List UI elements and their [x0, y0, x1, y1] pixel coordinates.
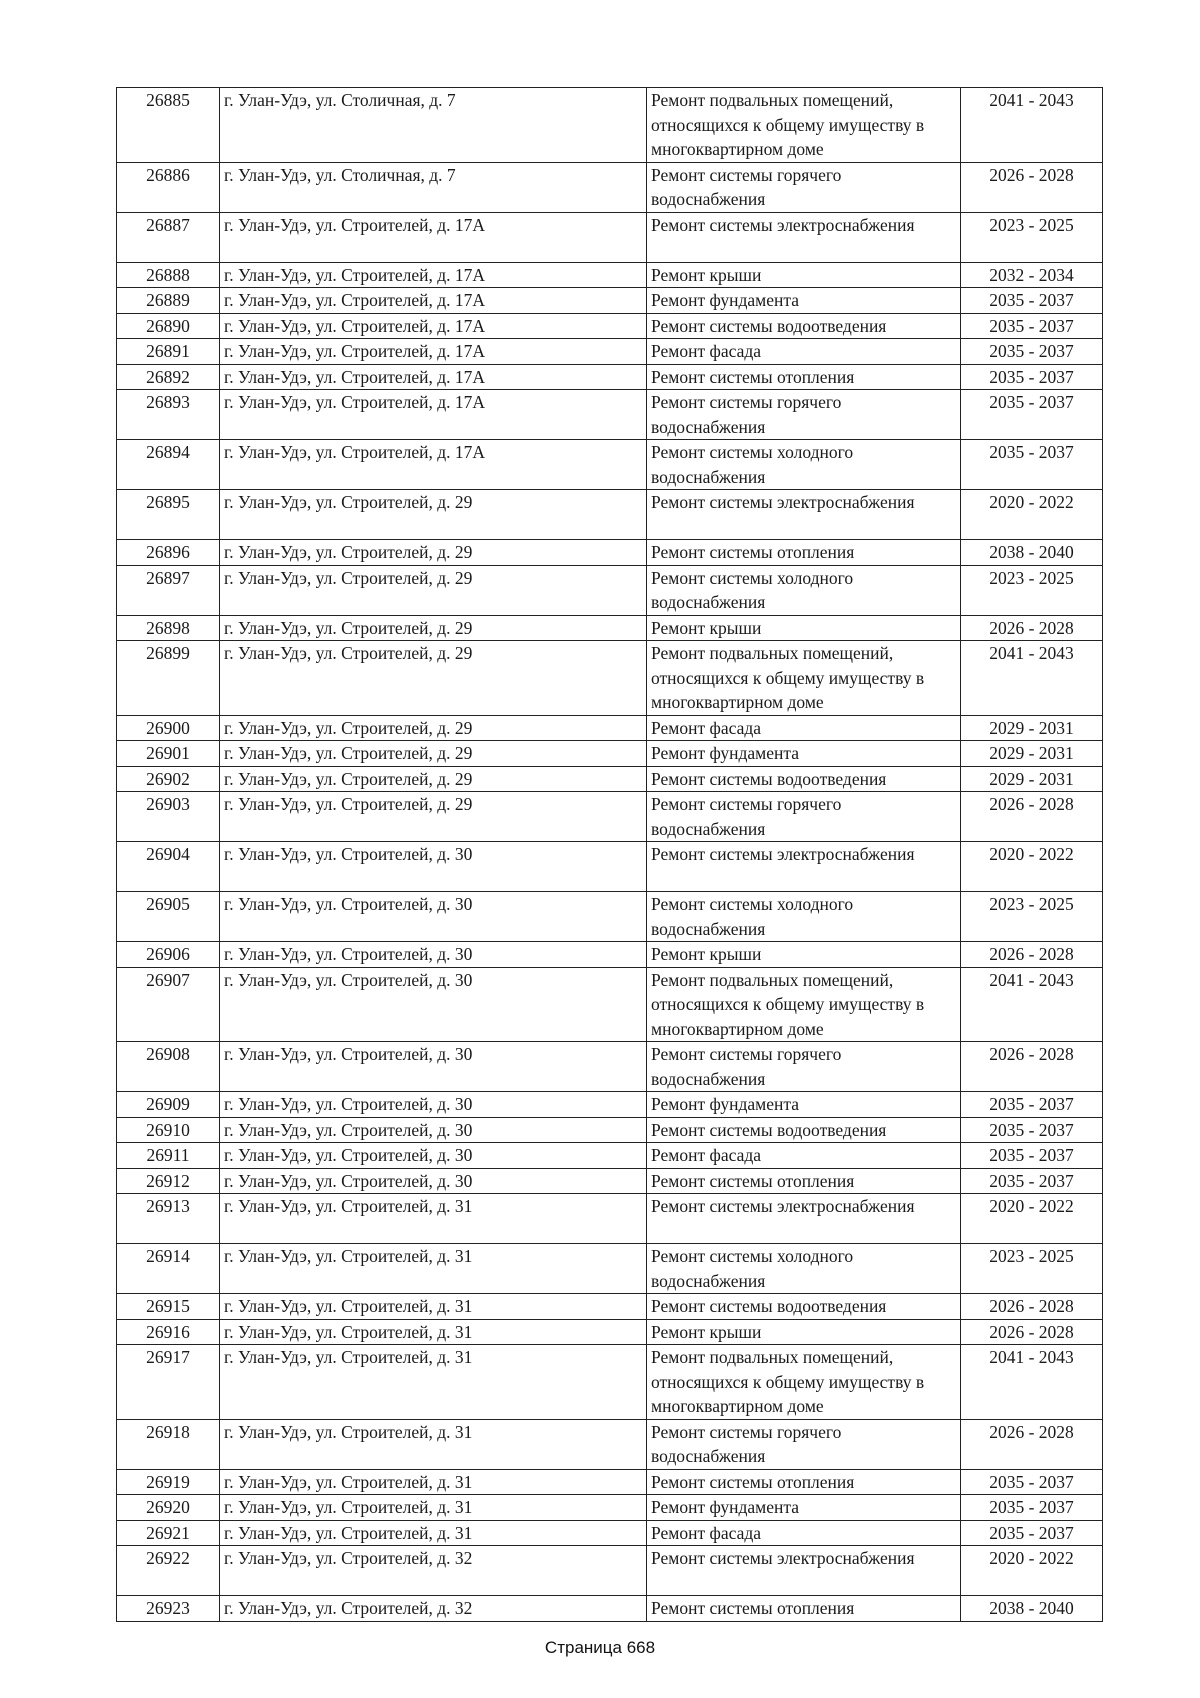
address-cell: г. Улан-Удэ, ул. Строителей, д. 30 [220, 1117, 647, 1143]
period-cell: 2026 - 2028 [961, 942, 1103, 968]
work-type-cell: Ремонт системы водоотведения [647, 313, 961, 339]
address-cell: г. Улан-Удэ, ул. Строителей, д. 17А [220, 212, 647, 262]
period-cell: 2023 - 2025 [961, 565, 1103, 615]
address-cell: г. Улан-Удэ, ул. Строителей, д. 29 [220, 741, 647, 767]
table-row [117, 1469, 1103, 1495]
table-row [117, 1546, 1103, 1596]
row-number-cell: 26908 [117, 1042, 220, 1092]
period-cell: 2020 - 2022 [961, 490, 1103, 540]
address-cell: г. Улан-Удэ, ул. Строителей, д. 30 [220, 942, 647, 968]
work-type-cell: Ремонт подвальных помещений, относящихся к общему имуществу в многоквартирном доме [647, 88, 961, 163]
period-cell: 2023 - 2025 [961, 892, 1103, 942]
row-number-cell: 26892 [117, 364, 220, 390]
period-cell: 2020 - 2022 [961, 1546, 1103, 1596]
period-cell: 2029 - 2031 [961, 715, 1103, 741]
row-number-cell: 26907 [117, 967, 220, 1042]
address-cell: г. Улан-Удэ, ул. Строителей, д. 30 [220, 1143, 647, 1169]
table-row [117, 364, 1103, 390]
address-cell: г. Улан-Удэ, ул. Строителей, д. 17А [220, 288, 647, 314]
row-number-cell: 26906 [117, 942, 220, 968]
table-row [117, 88, 1103, 163]
work-type-cell: Ремонт системы водоотведения [647, 766, 961, 792]
period-cell: 2029 - 2031 [961, 766, 1103, 792]
table-row [117, 288, 1103, 314]
work-type-cell: Ремонт системы отопления [647, 364, 961, 390]
row-number-cell: 26904 [117, 842, 220, 892]
table-row [117, 967, 1103, 1042]
table-row [117, 1168, 1103, 1194]
address-cell: г. Улан-Удэ, ул. Строителей, д. 29 [220, 766, 647, 792]
work-type-cell: Ремонт фундамента [647, 741, 961, 767]
table-row [117, 842, 1103, 892]
period-cell: 2035 - 2037 [961, 1520, 1103, 1546]
address-cell: г. Улан-Удэ, ул. Строителей, д. 31 [220, 1469, 647, 1495]
address-cell: г. Улан-Удэ, ул. Строителей, д. 31 [220, 1194, 647, 1244]
table-row [117, 1495, 1103, 1521]
row-number-cell: 26913 [117, 1194, 220, 1244]
table-row [117, 615, 1103, 641]
table-row [117, 162, 1103, 212]
row-number-cell: 26899 [117, 641, 220, 716]
row-number-cell: 26885 [117, 88, 220, 163]
address-cell: г. Улан-Удэ, ул. Строителей, д. 30 [220, 967, 647, 1042]
address-cell: г. Улан-Удэ, ул. Строителей, д. 29 [220, 540, 647, 566]
row-number-cell: 26891 [117, 339, 220, 365]
period-cell: 2023 - 2025 [961, 212, 1103, 262]
table-row [117, 1143, 1103, 1169]
work-type-cell: Ремонт системы холодного водоснабжения [647, 565, 961, 615]
work-type-cell: Ремонт фасада [647, 715, 961, 741]
table-row [117, 641, 1103, 716]
table-row [117, 565, 1103, 615]
row-number-cell: 26898 [117, 615, 220, 641]
period-cell: 2026 - 2028 [961, 1419, 1103, 1469]
address-cell: г. Улан-Удэ, ул. Столичная, д. 7 [220, 162, 647, 212]
work-type-cell: Ремонт системы отопления [647, 1469, 961, 1495]
work-type-cell: Ремонт системы водоотведения [647, 1117, 961, 1143]
table-row [117, 390, 1103, 440]
address-cell: г. Улан-Удэ, ул. Строителей, д. 29 [220, 490, 647, 540]
period-cell: 2035 - 2037 [961, 288, 1103, 314]
address-cell: г. Улан-Удэ, ул. Строителей, д. 31 [220, 1244, 647, 1294]
row-number-cell: 26909 [117, 1092, 220, 1118]
work-type-cell: Ремонт подвальных помещений, относящихся к общему имуществу в многоквартирном доме [647, 967, 961, 1042]
period-cell: 2035 - 2037 [961, 1143, 1103, 1169]
row-number-cell: 26923 [117, 1596, 220, 1622]
work-type-cell: Ремонт системы горячего водоснабжения [647, 1419, 961, 1469]
work-type-cell: Ремонт системы отопления [647, 1168, 961, 1194]
row-number-cell: 26912 [117, 1168, 220, 1194]
period-cell: 2041 - 2043 [961, 641, 1103, 716]
address-cell: г. Улан-Удэ, ул. Строителей, д. 29 [220, 565, 647, 615]
row-number-cell: 26921 [117, 1520, 220, 1546]
period-cell: 2041 - 2043 [961, 88, 1103, 163]
period-cell: 2035 - 2037 [961, 1168, 1103, 1194]
period-cell: 2035 - 2037 [961, 1092, 1103, 1118]
work-type-cell: Ремонт системы электроснабжения [647, 490, 961, 540]
period-cell: 2035 - 2037 [961, 1117, 1103, 1143]
work-type-cell: Ремонт системы горячего водоснабжения [647, 1042, 961, 1092]
page-number-footer: Страница 668 [544, 1638, 656, 1657]
period-cell: 2038 - 2040 [961, 540, 1103, 566]
row-number-cell: 26889 [117, 288, 220, 314]
table-row [117, 440, 1103, 490]
work-type-cell: Ремонт системы горячего водоснабжения [647, 792, 961, 842]
work-type-cell: Ремонт фасада [647, 1143, 961, 1169]
table-row [117, 1294, 1103, 1320]
table-row [117, 313, 1103, 339]
row-number-cell: 26893 [117, 390, 220, 440]
row-number-cell: 26902 [117, 766, 220, 792]
table-row [117, 1117, 1103, 1143]
address-cell: г. Улан-Удэ, ул. Строителей, д. 17А [220, 313, 647, 339]
row-number-cell: 26888 [117, 262, 220, 288]
work-type-cell: Ремонт крыши [647, 615, 961, 641]
row-number-cell: 26903 [117, 792, 220, 842]
table-row [117, 892, 1103, 942]
table-row [117, 1596, 1103, 1622]
work-type-cell: Ремонт системы электроснабжения [647, 212, 961, 262]
address-cell: г. Улан-Удэ, ул. Строителей, д. 31 [220, 1419, 647, 1469]
row-number-cell: 26895 [117, 490, 220, 540]
address-cell: г. Улан-Удэ, ул. Строителей, д. 31 [220, 1319, 647, 1345]
address-cell: г. Улан-Удэ, ул. Строителей, д. 30 [220, 1092, 647, 1118]
table-row [117, 1092, 1103, 1118]
table-row [117, 339, 1103, 365]
address-cell: г. Улан-Удэ, ул. Строителей, д. 31 [220, 1294, 647, 1320]
row-number-cell: 26900 [117, 715, 220, 741]
period-cell: 2026 - 2028 [961, 1319, 1103, 1345]
row-number-cell: 26910 [117, 1117, 220, 1143]
repair-schedule-table [116, 87, 1103, 1622]
table-row [117, 792, 1103, 842]
period-cell: 2035 - 2037 [961, 364, 1103, 390]
row-number-cell: 26905 [117, 892, 220, 942]
address-cell: г. Улан-Удэ, ул. Строителей, д. 17А [220, 339, 647, 365]
period-cell: 2029 - 2031 [961, 741, 1103, 767]
table-row [117, 212, 1103, 262]
table-row [117, 490, 1103, 540]
work-type-cell: Ремонт фасада [647, 339, 961, 365]
table-row [117, 942, 1103, 968]
row-number-cell: 26886 [117, 162, 220, 212]
work-type-cell: Ремонт фасада [647, 1520, 961, 1546]
address-cell: г. Улан-Удэ, ул. Строителей, д. 29 [220, 641, 647, 716]
address-cell: г. Улан-Удэ, ул. Строителей, д. 32 [220, 1546, 647, 1596]
period-cell: 2041 - 2043 [961, 967, 1103, 1042]
work-type-cell: Ремонт системы электроснабжения [647, 1194, 961, 1244]
work-type-cell: Ремонт подвальных помещений, относящихся к общему имуществу в многоквартирном доме [647, 1345, 961, 1420]
address-cell: г. Улан-Удэ, ул. Строителей, д. 29 [220, 615, 647, 641]
work-type-cell: Ремонт системы горячего водоснабжения [647, 162, 961, 212]
row-number-cell: 26917 [117, 1345, 220, 1420]
work-type-cell: Ремонт подвальных помещений, относящихся к общему имуществу в многоквартирном доме [647, 641, 961, 716]
row-number-cell: 26894 [117, 440, 220, 490]
table-row [117, 1042, 1103, 1092]
table-row [117, 741, 1103, 767]
period-cell: 2035 - 2037 [961, 390, 1103, 440]
period-cell: 2026 - 2028 [961, 162, 1103, 212]
period-cell: 2026 - 2028 [961, 1294, 1103, 1320]
work-type-cell: Ремонт системы электроснабжения [647, 842, 961, 892]
row-number-cell: 26896 [117, 540, 220, 566]
row-number-cell: 26890 [117, 313, 220, 339]
period-cell: 2035 - 2037 [961, 440, 1103, 490]
table-row [117, 1319, 1103, 1345]
table-row [117, 1194, 1103, 1244]
table-row [117, 262, 1103, 288]
address-cell: г. Улан-Удэ, ул. Строителей, д. 17А [220, 390, 647, 440]
work-type-cell: Ремонт системы холодного водоснабжения [647, 892, 961, 942]
work-type-cell: Ремонт крыши [647, 942, 961, 968]
row-number-cell: 26897 [117, 565, 220, 615]
work-type-cell: Ремонт фундамента [647, 288, 961, 314]
period-cell: 2041 - 2043 [961, 1345, 1103, 1420]
row-number-cell: 26916 [117, 1319, 220, 1345]
period-cell: 2035 - 2037 [961, 1495, 1103, 1521]
work-type-cell: Ремонт системы отопления [647, 540, 961, 566]
work-type-cell: Ремонт крыши [647, 262, 961, 288]
period-cell: 2023 - 2025 [961, 1244, 1103, 1294]
row-number-cell: 26915 [117, 1294, 220, 1320]
address-cell: г. Улан-Удэ, ул. Столичная, д. 7 [220, 88, 647, 163]
work-type-cell: Ремонт системы горячего водоснабжения [647, 390, 961, 440]
address-cell: г. Улан-Удэ, ул. Строителей, д. 31 [220, 1520, 647, 1546]
address-cell: г. Улан-Удэ, ул. Строителей, д. 17А [220, 262, 647, 288]
period-cell: 2038 - 2040 [961, 1596, 1103, 1622]
address-cell: г. Улан-Удэ, ул. Строителей, д. 17А [220, 364, 647, 390]
work-type-cell: Ремонт системы отопления [647, 1596, 961, 1622]
table-row [117, 1244, 1103, 1294]
address-cell: г. Улан-Удэ, ул. Строителей, д. 29 [220, 715, 647, 741]
address-cell: г. Улан-Удэ, ул. Строителей, д. 32 [220, 1596, 647, 1622]
period-cell: 2026 - 2028 [961, 1042, 1103, 1092]
table-row [117, 1520, 1103, 1546]
row-number-cell: 26914 [117, 1244, 220, 1294]
table-body [117, 88, 1103, 1622]
address-cell: г. Улан-Удэ, ул. Строителей, д. 30 [220, 1168, 647, 1194]
work-type-cell: Ремонт фундамента [647, 1092, 961, 1118]
period-cell: 2035 - 2037 [961, 1469, 1103, 1495]
row-number-cell: 26887 [117, 212, 220, 262]
address-cell: г. Улан-Удэ, ул. Строителей, д. 31 [220, 1495, 647, 1521]
row-number-cell: 26918 [117, 1419, 220, 1469]
table-row [117, 540, 1103, 566]
row-number-cell: 26901 [117, 741, 220, 767]
period-cell: 2020 - 2022 [961, 842, 1103, 892]
table-row [117, 766, 1103, 792]
period-cell: 2026 - 2028 [961, 792, 1103, 842]
period-cell: 2020 - 2022 [961, 1194, 1103, 1244]
table-row [117, 1345, 1103, 1420]
period-cell: 2035 - 2037 [961, 339, 1103, 365]
period-cell: 2026 - 2028 [961, 615, 1103, 641]
address-cell: г. Улан-Удэ, ул. Строителей, д. 31 [220, 1345, 647, 1420]
address-cell: г. Улан-Удэ, ул. Строителей, д. 17А [220, 440, 647, 490]
address-cell: г. Улан-Удэ, ул. Строителей, д. 30 [220, 892, 647, 942]
table-row [117, 715, 1103, 741]
address-cell: г. Улан-Удэ, ул. Строителей, д. 30 [220, 842, 647, 892]
period-cell: 2035 - 2037 [961, 313, 1103, 339]
row-number-cell: 26922 [117, 1546, 220, 1596]
period-cell: 2032 - 2034 [961, 262, 1103, 288]
work-type-cell: Ремонт фундамента [647, 1495, 961, 1521]
row-number-cell: 26919 [117, 1469, 220, 1495]
address-cell: г. Улан-Удэ, ул. Строителей, д. 30 [220, 1042, 647, 1092]
work-type-cell: Ремонт системы холодного водоснабжения [647, 440, 961, 490]
work-type-cell: Ремонт крыши [647, 1319, 961, 1345]
work-type-cell: Ремонт системы водоотведения [647, 1294, 961, 1320]
row-number-cell: 26911 [117, 1143, 220, 1169]
work-type-cell: Ремонт системы холодного водоснабжения [647, 1244, 961, 1294]
address-cell: г. Улан-Удэ, ул. Строителей, д. 29 [220, 792, 647, 842]
work-type-cell: Ремонт системы электроснабжения [647, 1546, 961, 1596]
table-row [117, 1419, 1103, 1469]
row-number-cell: 26920 [117, 1495, 220, 1521]
